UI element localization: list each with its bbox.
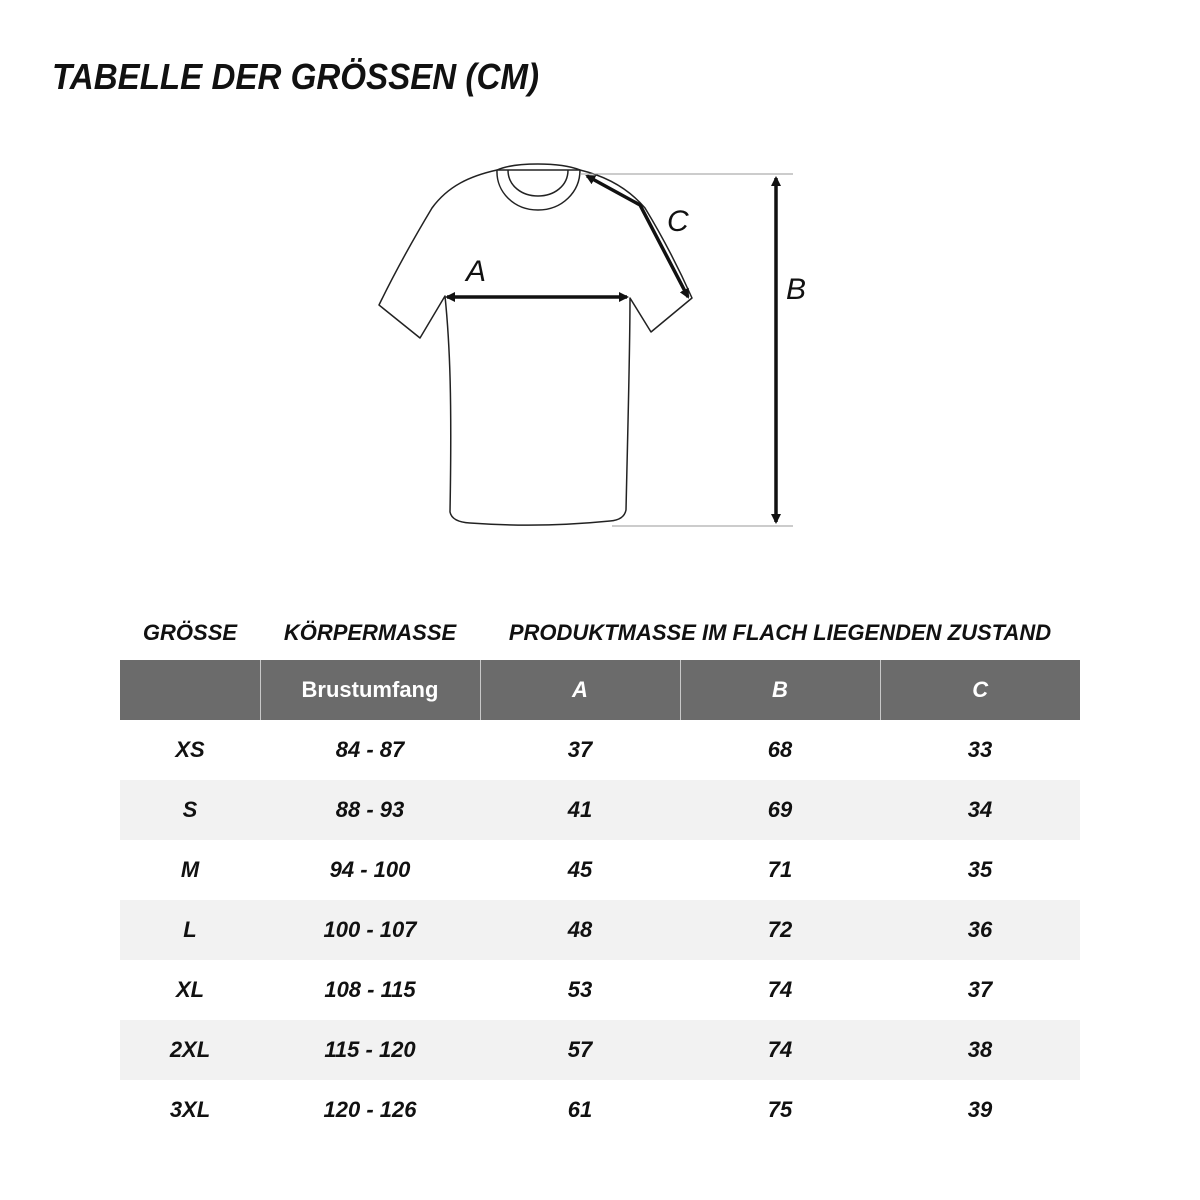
cell-c: 39 bbox=[967, 1097, 993, 1122]
cell-a: 37 bbox=[567, 737, 593, 762]
cell-a: 41 bbox=[480, 780, 680, 840]
cell-c: 37 bbox=[967, 977, 993, 1002]
column-header-size bbox=[120, 660, 260, 720]
cell-b: 72 bbox=[680, 900, 880, 960]
cell-size: XS bbox=[175, 737, 205, 762]
cell-a: 57 bbox=[480, 1020, 680, 1080]
group-header-product: PRODUKTMASSE IM FLACH LIEGENDEN ZUSTAND bbox=[508, 620, 1052, 645]
cell-size: S bbox=[120, 780, 260, 840]
cell-c: 33 bbox=[967, 737, 993, 762]
cell-chest: 115 - 120 bbox=[260, 1020, 480, 1080]
cell-size: M bbox=[180, 857, 200, 882]
cell-b: 71 bbox=[767, 857, 793, 882]
column-header-a: A bbox=[480, 660, 680, 720]
cell-b: 75 bbox=[767, 1097, 793, 1122]
table-row bbox=[120, 1080, 1080, 1140]
cell-size: XL bbox=[175, 977, 205, 1002]
table-group-headers bbox=[120, 618, 1080, 648]
cell-b: 68 bbox=[767, 737, 793, 762]
table-row bbox=[120, 1020, 1080, 1080]
cell-chest: 120 - 126 bbox=[323, 1097, 417, 1122]
cell-c: 35 bbox=[967, 857, 993, 882]
cell-chest: 88 - 93 bbox=[260, 780, 480, 840]
cell-chest: 84 - 87 bbox=[335, 737, 405, 762]
table-row bbox=[120, 720, 1080, 780]
table-row bbox=[120, 780, 1080, 840]
cell-a: 45 bbox=[567, 857, 593, 882]
cell-chest: 94 - 100 bbox=[329, 857, 411, 882]
cell-size: 2XL bbox=[120, 1020, 260, 1080]
column-header-c: C bbox=[880, 660, 1080, 720]
cell-a: 61 bbox=[567, 1097, 593, 1122]
group-header-body: KÖRPERMASSE bbox=[283, 620, 457, 645]
cell-chest: 108 - 115 bbox=[324, 977, 416, 1002]
tshirt-diagram bbox=[0, 0, 1200, 580]
cell-b: 74 bbox=[680, 1020, 880, 1080]
size-table bbox=[120, 660, 1080, 1140]
label-b: B bbox=[786, 273, 807, 306]
cell-c: 34 bbox=[880, 780, 1080, 840]
column-header-chest: Brustumfang bbox=[260, 660, 480, 720]
cell-b: 69 bbox=[680, 780, 880, 840]
cell-a: 48 bbox=[480, 900, 680, 960]
page-title: TABELLE DER GRÖSSEN (CM) bbox=[52, 56, 539, 97]
table-row bbox=[120, 840, 1080, 900]
table-row bbox=[120, 960, 1080, 1020]
cell-c: 38 bbox=[880, 1020, 1080, 1080]
cell-size: L bbox=[120, 900, 260, 960]
column-header-b: B bbox=[680, 660, 880, 720]
label-a: A bbox=[466, 255, 487, 288]
cell-c: 36 bbox=[880, 900, 1080, 960]
cell-size: 3XL bbox=[169, 1097, 211, 1122]
table-row bbox=[120, 900, 1080, 960]
table-header-row bbox=[120, 660, 1080, 720]
cell-b: 74 bbox=[767, 977, 793, 1002]
tshirt-collar-inner bbox=[508, 170, 568, 196]
cell-a: 53 bbox=[567, 977, 593, 1002]
tshirt-outline bbox=[379, 170, 692, 525]
tshirt-neck-back bbox=[497, 164, 580, 170]
label-c: C bbox=[667, 205, 689, 238]
group-header-size: GRÖSSE bbox=[142, 620, 238, 645]
cell-chest: 100 - 107 bbox=[260, 900, 480, 960]
